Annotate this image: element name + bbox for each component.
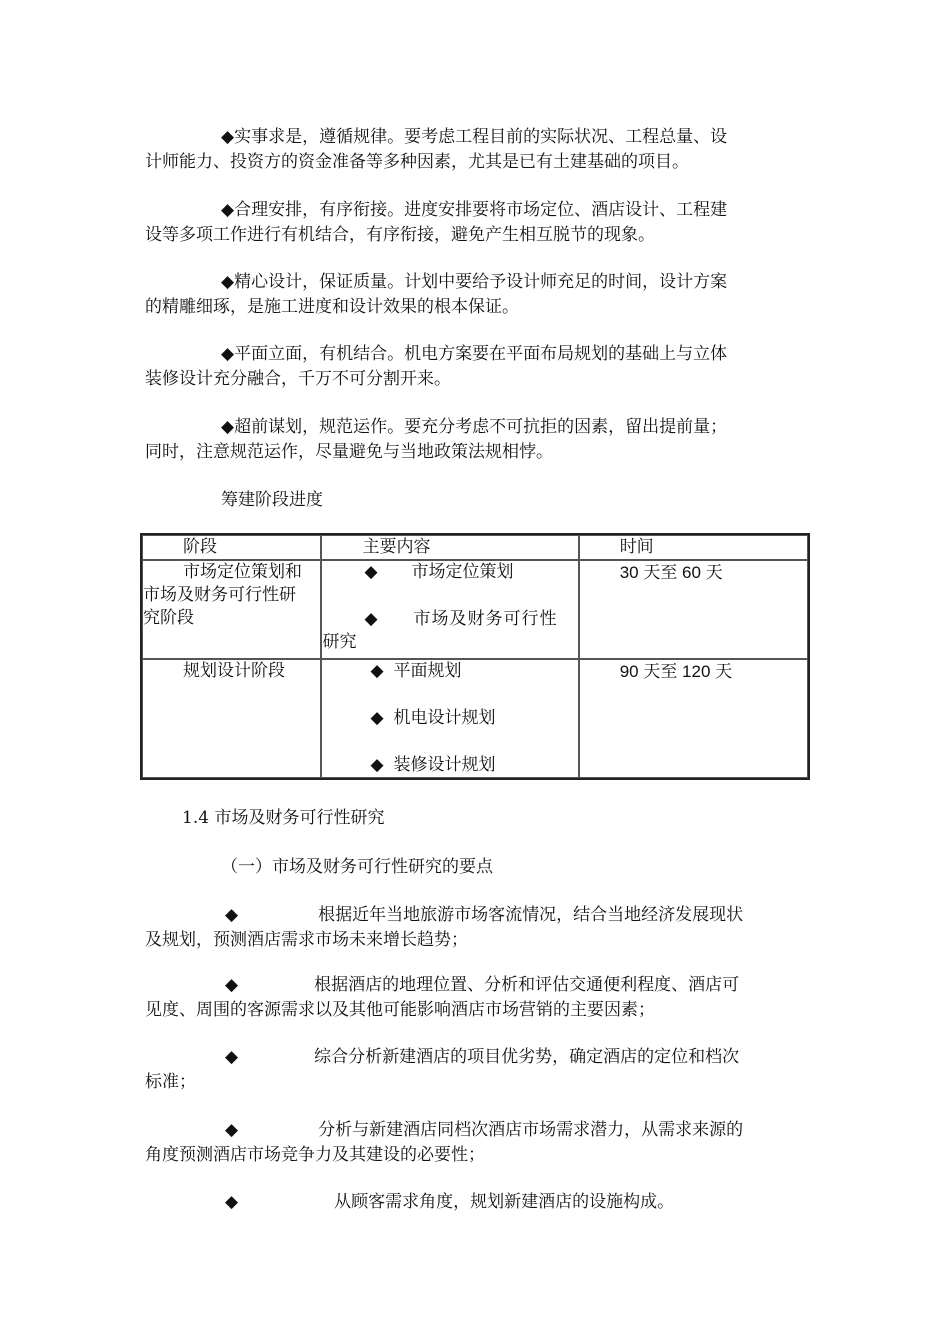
time-cell <box>579 560 808 659</box>
time-cell <box>579 659 808 778</box>
paragraph-line: 的精雕细琢，是施工进度和设计效果的根本保证。 <box>145 297 519 317</box>
bullet-diamond-icon: ◆ <box>225 905 239 925</box>
stage-line: 规划设计阶段 <box>183 661 285 681</box>
point-paragraph <box>145 1118 805 1168</box>
table-row <box>142 659 808 778</box>
bullet-diamond-icon: ◆ <box>364 609 378 629</box>
header-cell <box>142 535 321 560</box>
section-title: 1.4 市场及财务可行性研究 <box>182 808 385 828</box>
paragraph-line: 标准； <box>145 1072 196 1092</box>
bullet-diamond-icon: ◆ <box>364 562 378 582</box>
table-title: 筹建阶段进度 <box>221 490 323 510</box>
principle-paragraph <box>145 415 805 465</box>
stage-line: 究阶段 <box>143 608 194 628</box>
bullet-diamond-icon: ◆ <box>225 1120 239 1140</box>
paragraph-line: 计师能力、投资方的资金准备等多种因素，尤其是已有土建基础的项目。 <box>145 152 689 172</box>
header-stage: 阶段 <box>183 537 217 557</box>
paragraph-line: ◆平面立面，有机结合。机电方案要在平面布局规划的基础上与立体 <box>221 344 728 364</box>
bullet-diamond-icon: ◆ <box>225 1047 239 1067</box>
header-time: 时间 <box>619 537 654 557</box>
content-cell <box>321 659 578 778</box>
content-item: 市场定位策划 <box>411 562 514 582</box>
table-header-row <box>142 535 808 560</box>
header-content: 主要内容 <box>362 537 431 557</box>
paragraph-line: 同时，注意规范运作，尽量避免与当地政策法规相悖。 <box>145 442 553 462</box>
bullet-diamond-icon: ◆ <box>225 975 239 995</box>
content-item: 研究 <box>322 632 357 652</box>
principle-paragraph <box>145 270 805 320</box>
header-cell <box>321 535 578 560</box>
schedule-table <box>140 533 810 780</box>
paragraph-line: 设等多项工作进行有机结合，有序衔接，避免产生相互脱节的现象。 <box>145 225 655 245</box>
bullet-diamond-icon: ◆ <box>370 661 384 681</box>
paragraph-line: ◆实事求是，遵循规律。要考虑工程目前的实际状况、工程总量、设 <box>221 127 728 147</box>
content-item: 平面规划 <box>393 661 462 681</box>
paragraph-line: 装修设计充分融合，千万不可分割开来。 <box>145 369 451 389</box>
paragraph-line: ◆合理安排，有序衔接。进度安排要将市场定位、酒店设计、工程建 <box>221 200 728 220</box>
principle-paragraph <box>145 125 805 175</box>
paragraph-line: 综合分析新建酒店的项目优劣势，确定酒店的定位和档次 <box>314 1047 740 1067</box>
paragraph-line: 从顾客需求角度，规划新建酒店的设施构成。 <box>334 1192 675 1212</box>
bullet-diamond-icon: ◆ <box>225 1192 239 1212</box>
stage-cell <box>142 560 321 659</box>
content-cell <box>321 560 578 659</box>
paragraph-line: 根据酒店的地理位置、分析和评估交通便利程度、酒店可 <box>314 975 740 995</box>
stage-line: 市场定位策划和 <box>183 562 302 582</box>
time-value: 30 天至 60 天 <box>619 563 723 582</box>
table-row <box>142 560 808 659</box>
paragraph-line: 角度预测酒店市场竞争力及其建设的必要性； <box>145 1145 485 1165</box>
content-item: 机电设计规划 <box>393 708 496 728</box>
paragraph-line: 根据近年当地旅游市场客流情况，结合当地经济发展现状 <box>318 905 744 925</box>
point-paragraph <box>145 903 805 953</box>
content-item: 市场及财务可行性 <box>413 609 558 629</box>
header-cell <box>579 535 808 560</box>
paragraph-line: 见度、周围的客源需求以及其他可能影响酒店市场营销的主要因素； <box>145 1000 655 1020</box>
bullet-diamond-icon: ◆ <box>370 708 384 728</box>
bullet-diamond-icon: ◆ <box>370 755 384 775</box>
stage-cell <box>142 659 321 778</box>
principle-paragraph <box>145 198 805 248</box>
stage-line: 市场及财务可行性研 <box>143 585 296 605</box>
principle-paragraph <box>145 342 805 392</box>
content-item: 装修设计规划 <box>393 755 496 775</box>
subsection-title: （一）市场及财务可行性研究的要点 <box>221 857 493 877</box>
paragraph-line: ◆精心设计，保证质量。计划中要给予设计师充足的时间，设计方案 <box>221 272 728 292</box>
paragraph-line: ◆超前谋划，规范运作。要充分考虑不可抗拒的因素，留出提前量； <box>221 417 728 437</box>
point-paragraph <box>145 1045 805 1095</box>
point-paragraph <box>145 973 805 1023</box>
paragraph-line: 及规划，预测酒店需求市场未来增长趋势； <box>145 930 468 950</box>
point-paragraph <box>145 1190 805 1215</box>
time-value: 90 天至 120 天 <box>619 662 733 681</box>
paragraph-line: 分析与新建酒店同档次酒店市场需求潜力，从需求来源的 <box>318 1120 744 1140</box>
